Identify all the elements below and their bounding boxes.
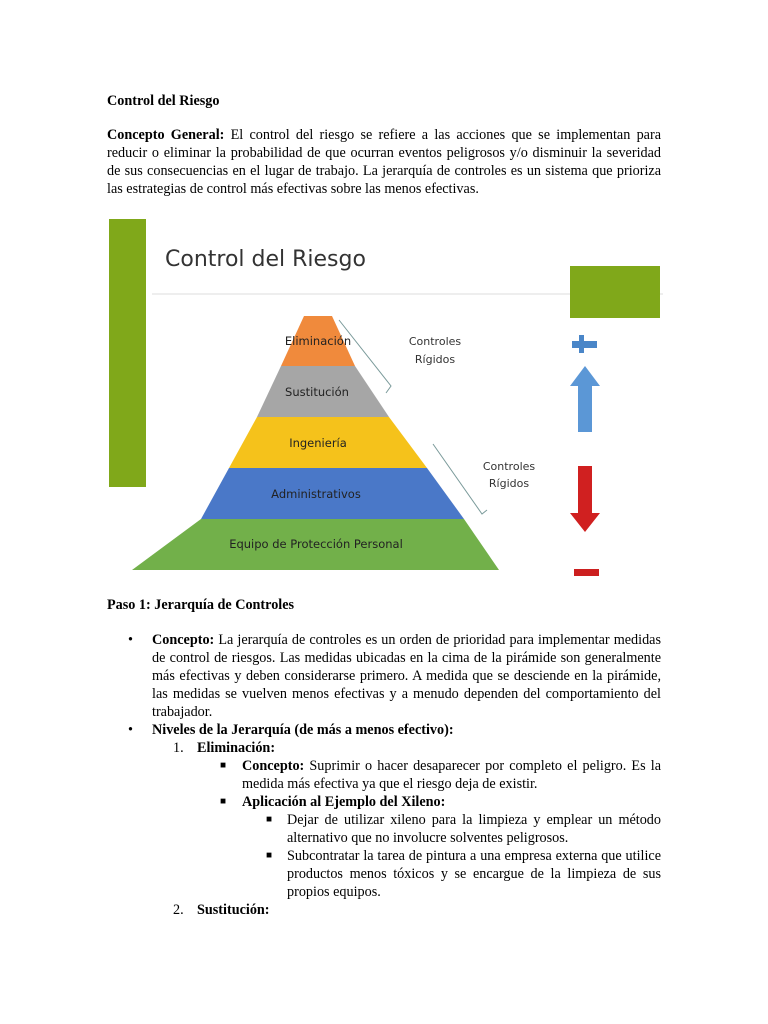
level-item-1-concept — [107, 757, 661, 793]
intro-label: Concepto General: — [107, 127, 225, 143]
pyramid-label-ingenieria: Ingeniería — [289, 436, 347, 450]
bracket-top-label-line2: Rígidos — [414, 353, 456, 366]
plus-icon — [572, 335, 597, 353]
right-green-box — [570, 266, 660, 318]
square-bullet-icon: ■ — [220, 760, 227, 771]
intro-text: El control del riesgo se refiere a las acciones que se implementan para reducir o eliminar la probabilidad de que ocurran eventos peligrosos y/o disminuir la severidad de sus consecuencias en el lugar de trabajo. La jerarquía de controles es un sistema que prioriza las estrategias de control más efectivas sobre las menos efectivas. — [107, 127, 661, 197]
document-title: Control del Riesgo — [107, 93, 220, 109]
bullet-icon: • — [128, 632, 133, 648]
application-point — [107, 811, 661, 847]
arrow-up-icon — [570, 366, 600, 432]
square-bullet-icon: ■ — [220, 796, 227, 807]
bracket-bottom-label-line2: Rígidos — [488, 477, 530, 490]
arrow-down-icon — [570, 466, 600, 532]
application-point-text: Dejar de utilizar xileno para la limpieza y emplear un método alternativo que no involucre solventes peligrosos. — [287, 812, 661, 846]
level-item-2 — [107, 901, 661, 919]
intro-paragraph — [107, 126, 661, 198]
hierarchy-list — [107, 631, 661, 919]
level-item-1-application — [107, 793, 661, 811]
concept-label: Concepto: — [152, 632, 215, 648]
list-item-levels — [107, 721, 661, 739]
bracket-top-label-line1: Controles — [408, 335, 462, 348]
item1-concept-label: Concepto: — [242, 758, 305, 774]
levels-heading: Niveles de la Jerarquía (de más a menos efectivo): — [152, 722, 454, 738]
square-bullet-icon: ■ — [266, 814, 273, 825]
minus-icon — [574, 569, 599, 576]
left-green-bar — [109, 219, 146, 487]
application-point — [107, 847, 661, 901]
item2-title: Sustitución: — [197, 902, 270, 918]
pyramid-label-sustitucion: Sustitución — [285, 385, 349, 399]
square-bullet-icon: ■ — [266, 850, 273, 861]
pyramid-label-epp: Equipo de Protección Personal — [229, 537, 403, 551]
item-number: 1. — [173, 740, 184, 756]
item1-app-label: Aplicación al Ejemplo del Xileno: — [242, 794, 446, 810]
step-heading: Paso 1: Jerarquía de Controles — [107, 597, 295, 613]
bracket-bottom-label-line1: Controles — [482, 460, 536, 473]
document-body — [107, 92, 661, 198]
item1-title: Eliminación: — [197, 740, 276, 756]
risk-control-pyramid-figure — [107, 214, 663, 584]
item-number: 2. — [173, 902, 184, 918]
application-point-text: Subcontratar la tarea de pintura a una empresa externa que utilice productos menos tóxicos y se encargue de la limpieza de sus propios equipos. — [287, 848, 661, 900]
bullet-icon: • — [128, 722, 133, 738]
concept-text: La jerarquía de controles es un orden de prioridad para implementar medidas de control de riesgos. Las medidas ubicadas en la cima de la pirámide son generalmente más efectivas y deben considerarse primero. A medida que se desciende en la pirámide, las medidas se vuelven menos efectivas y a menudo dependen del comportamiento del trabajador. — [152, 632, 661, 720]
pyramid-label-administrativos: Administrativos — [271, 487, 361, 501]
level-item-1 — [107, 739, 661, 757]
item1-concept-text: Suprimir o hacer desaparecer por completo el peligro. Es la medida más efectiva ya que el riesgo deja de existir. — [242, 758, 661, 792]
figure-title: Control del Riesgo — [165, 247, 366, 272]
list-item-concept — [107, 631, 661, 721]
pyramid-label-eliminacion: Eliminación — [284, 334, 352, 348]
